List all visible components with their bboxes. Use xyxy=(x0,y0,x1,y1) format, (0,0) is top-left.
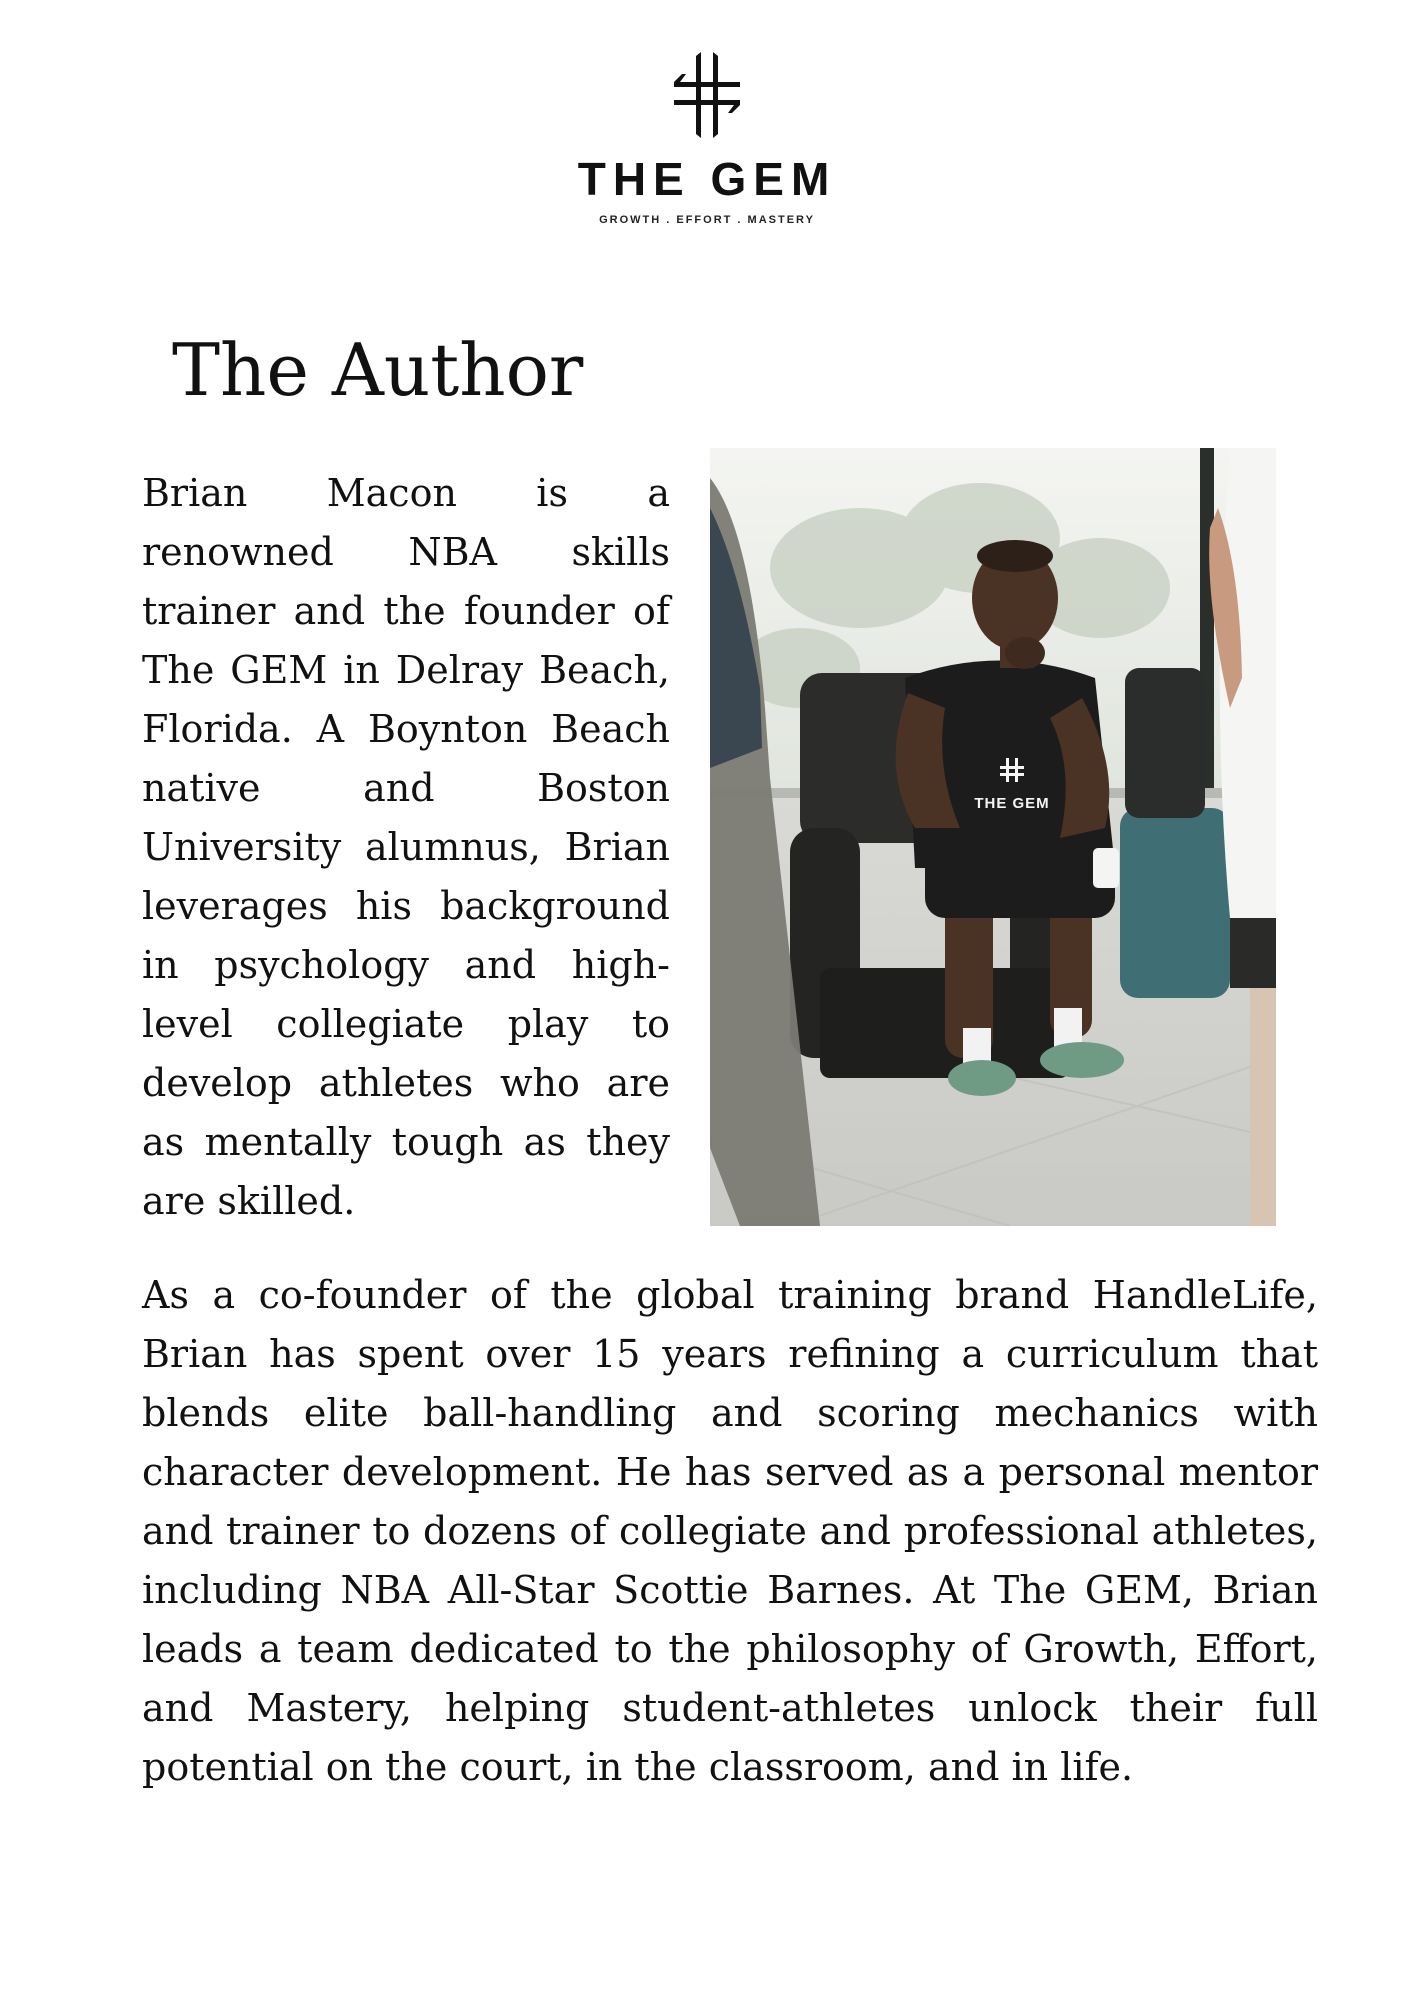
author-bio-career: As a co-founder of the global training brand HandleLife, Brian has spent over 15 years refining a curriculum that blends elite ball-handling and scoring mechanics with character development. He has served as a personal mentor and trainer to dozens of collegiate and professional athletes, including NBA All-Star Scottie Barnes. At The GEM, Brian leads a team dedicated to the philosophy of Growth, Effort, and Mastery, helping student-athletes unlock their full potential on the court, in the classroom, and in life. xyxy=(142,1273,1318,1789)
the-gem-monogram-icon xyxy=(672,52,742,138)
brand-logo xyxy=(0,52,1414,226)
author-bio-intro: Brian Macon is a renowned NBA skills trainer and the founder of The GEM in Delray Beach, Florida. A Boynton Beach native and Boston University alumnus, Brian leverages his background in psychology and high-level collegiate play to develop athletes who are as mentally tough as they are skilled. xyxy=(142,471,670,1223)
brand-wordmark: THE GEM xyxy=(577,153,837,205)
shirt-logo-text: THE GEM xyxy=(974,795,1050,812)
brand-tagline: GROWTH . EFFORT . MASTERY xyxy=(599,214,815,226)
page-title: The Author xyxy=(172,328,584,412)
author-photo xyxy=(710,448,1276,1226)
